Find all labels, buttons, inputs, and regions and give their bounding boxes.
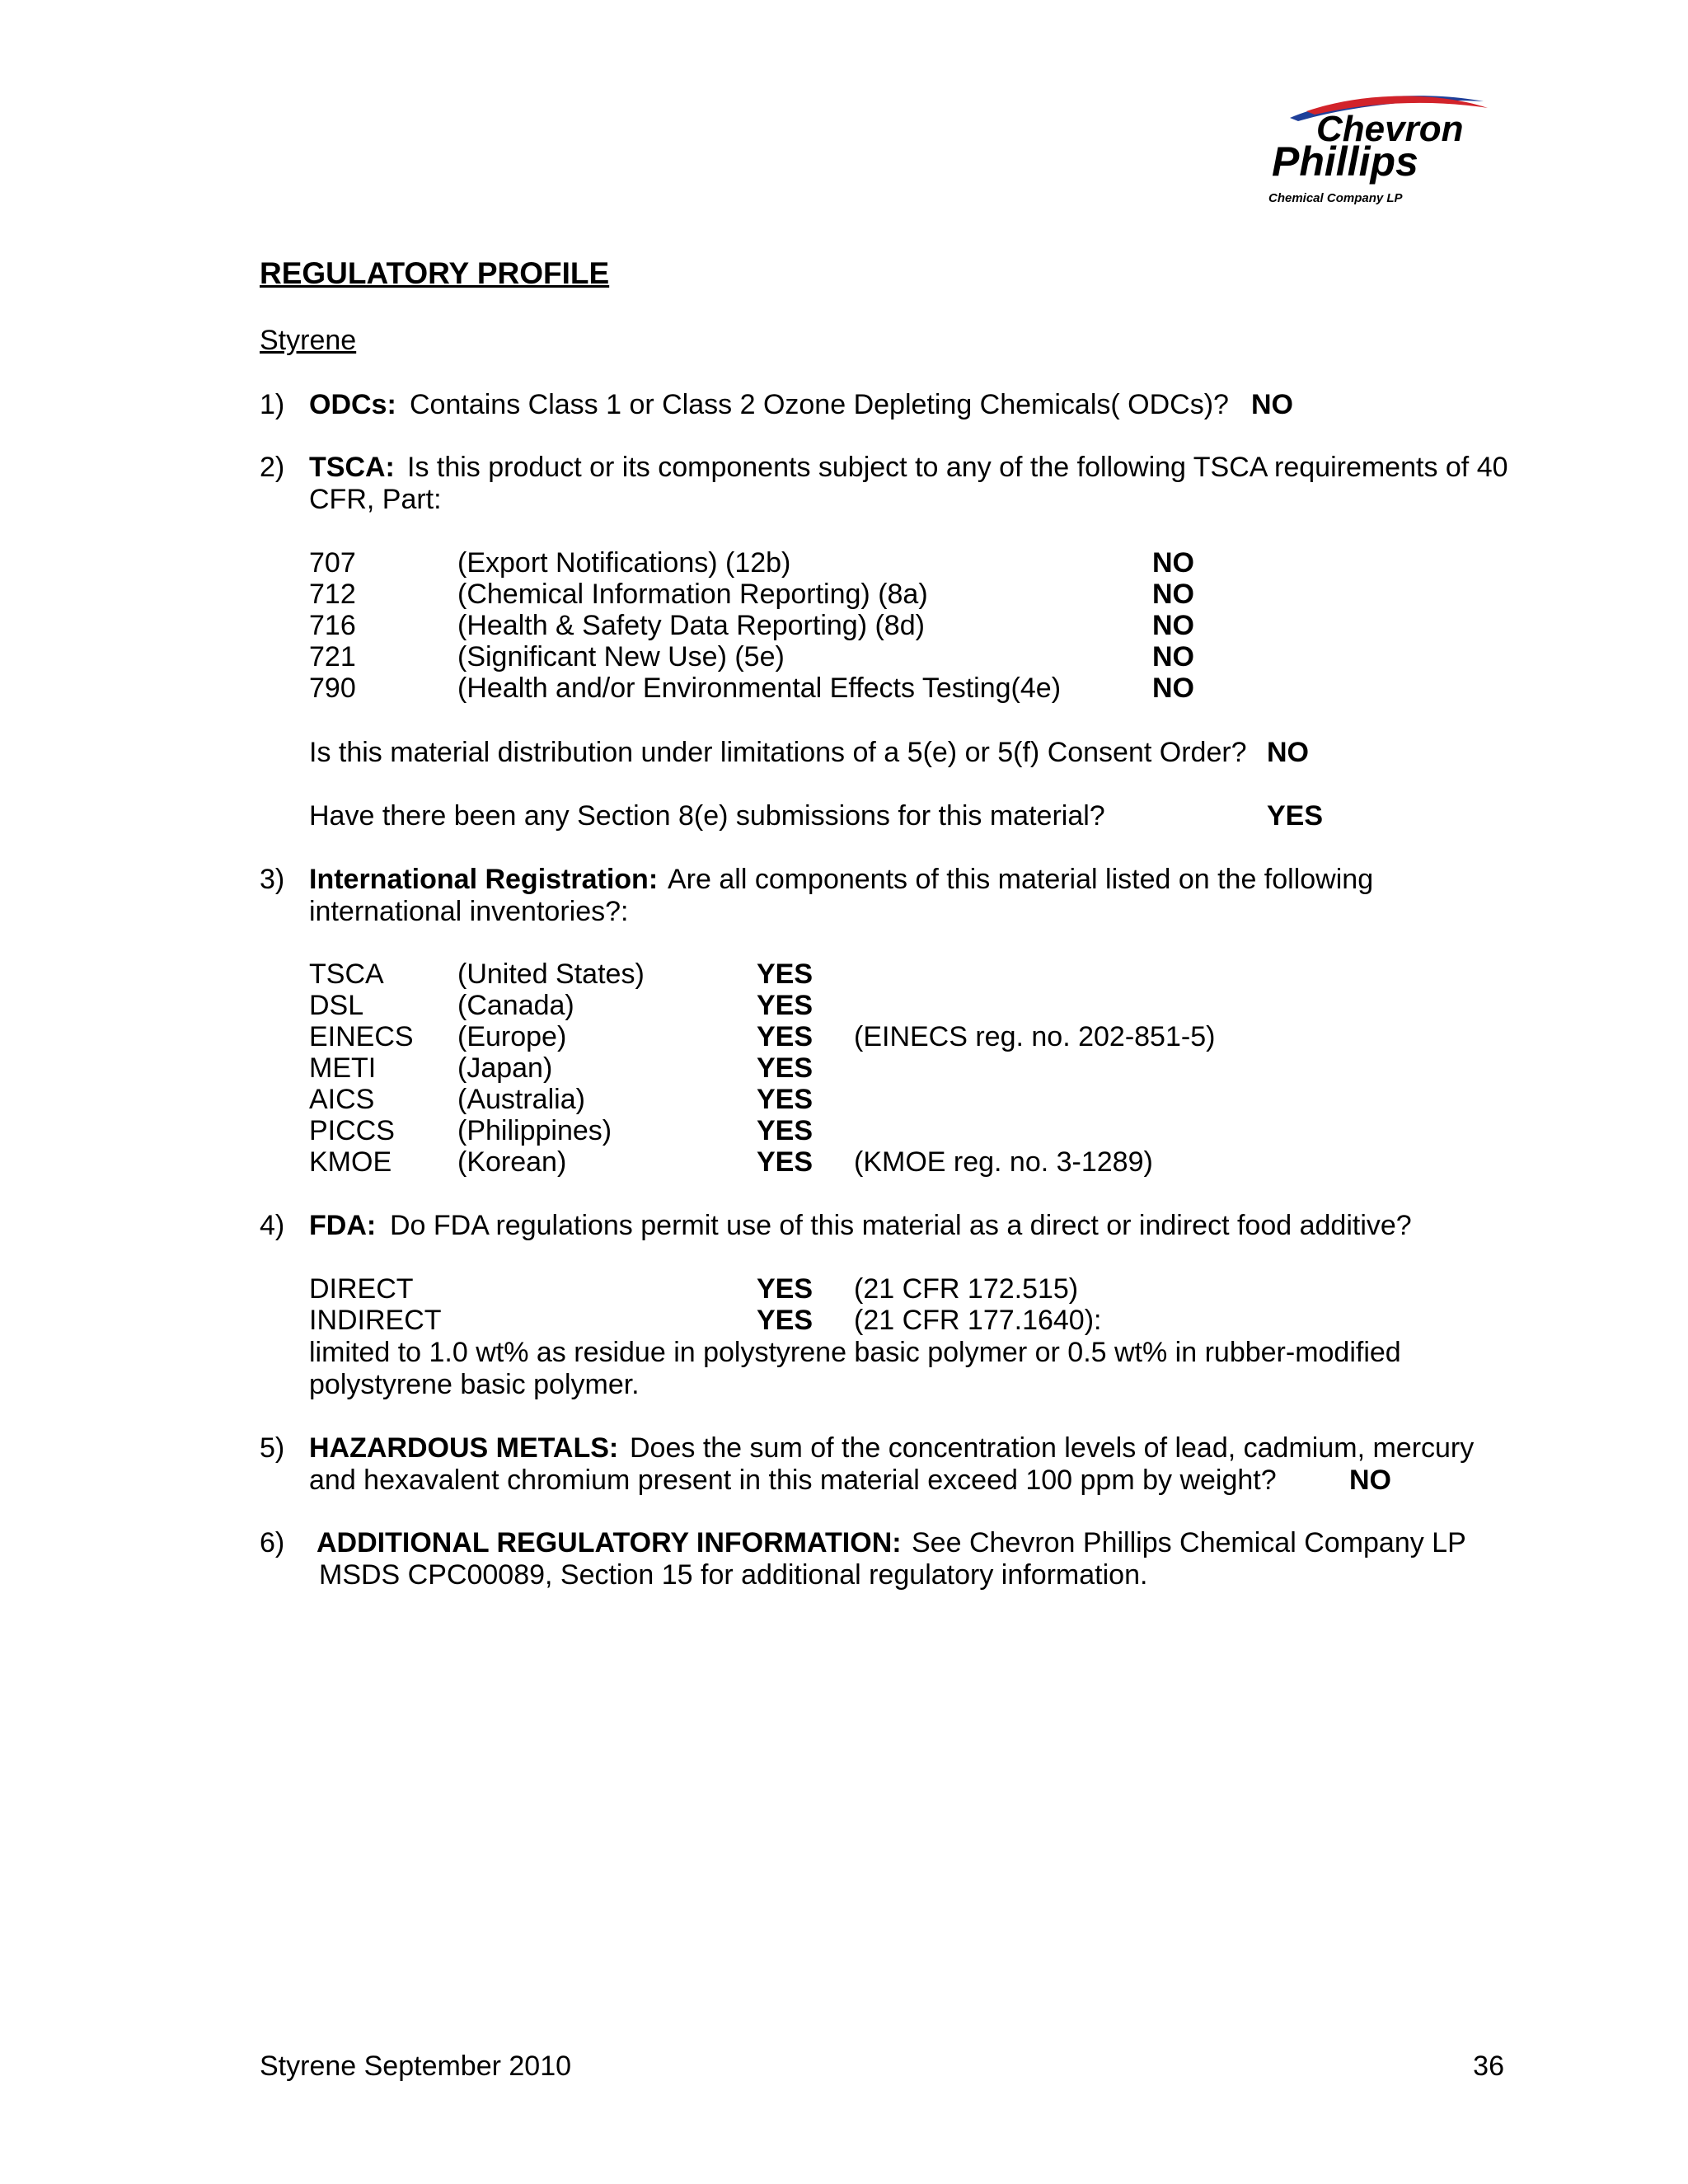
fda-limitation-note: limited to 1.0 wt% as residue in polystyrene basic polymer or 0.5 wt% in rubber-modified [309, 1337, 1401, 1368]
inventory-code: PICCS [309, 1115, 395, 1146]
section-5-text-cont: and hexavalent chromium present in this material exceed 100 ppm by weight? [309, 1465, 1277, 1496]
tsca-row-desc: (Chemical Information Reporting) (8a) [457, 579, 928, 610]
tsca-row-code: 716 [309, 610, 356, 641]
page-number: 36 [1473, 2050, 1504, 2082]
inventory-answer: YES [757, 1052, 814, 1084]
fda-label: INDIRECT [309, 1305, 442, 1336]
logo-text-company: Chemical Company LP [1268, 191, 1403, 205]
section-6-text-cont: MSDS CPC00089, Section 15 for additional regulatory information. [319, 1559, 1148, 1591]
section-6-text: See Chevron Phillips Chemical Company LP [912, 1527, 1466, 1558]
section-8e-question: Have there been any Section 8(e) submissions for this material? [309, 800, 1105, 832]
section-1-number: 1) [260, 389, 285, 420]
tsca-row-desc: (Health and/or Environmental Effects Testing(4e) [457, 673, 1062, 704]
section-5-text: Does the sum of the concentration levels of lead, cadmium, mercury [630, 1432, 1475, 1464]
section-2-heading: TSCA: [309, 452, 395, 483]
tsca-row-code: 712 [309, 579, 356, 610]
fda-answer: YES [757, 1305, 814, 1336]
section-3-text: Are all components of this material listed on the following [668, 864, 1374, 895]
consent-order-question: Is this material distribution under limitations of a 5(e) or 5(f) Consent Order? [309, 737, 1247, 768]
inventory-region: (Korean) [457, 1146, 567, 1178]
section-3-number: 3) [260, 864, 285, 895]
section-6-number: 6) [260, 1527, 285, 1558]
tsca-row-answer: NO [1152, 579, 1194, 610]
section-4-number: 4) [260, 1210, 285, 1241]
tsca-row-code: 790 [309, 673, 356, 704]
section-2-text: Is this product or its components subject to any of the following TSCA requirements of 40 [407, 452, 1508, 483]
tsca-row-answer: NO [1152, 641, 1194, 673]
tsca-row-code: 721 [309, 641, 356, 673]
tsca-row-answer: NO [1152, 610, 1194, 641]
fda-limitation-note-cont: polystyrene basic polymer. [309, 1369, 640, 1400]
section-4-text: Do FDA regulations permit use of this material as a direct or indirect food additive? [390, 1210, 1412, 1241]
tsca-row-answer: NO [1152, 547, 1194, 579]
consent-order-answer: NO [1267, 737, 1309, 768]
logo-text-phillips: Phillips [1272, 138, 1418, 185]
inventory-region: (Europe) [457, 1021, 567, 1052]
inventory-code: AICS [309, 1084, 375, 1115]
inventory-region: (Philippines) [457, 1115, 612, 1146]
inventory-region: (United States) [457, 958, 645, 990]
inventory-code: KMOE [309, 1146, 392, 1178]
section-5-number: 5) [260, 1432, 285, 1464]
fda-note: (21 CFR 172.515) [854, 1273, 1079, 1305]
section-1-answer: NO [1251, 389, 1293, 420]
product-name: Styrene [260, 325, 357, 356]
tsca-row-answer: NO [1152, 673, 1194, 704]
inventory-answer: YES [757, 1021, 814, 1052]
footer-text: Styrene September 2010 [260, 2050, 572, 2082]
section-8e-answer: YES [1267, 800, 1324, 832]
tsca-row-code: 707 [309, 547, 356, 579]
tsca-row-desc: (Significant New Use) (5e) [457, 641, 785, 673]
section-3-heading: International Registration: [309, 864, 659, 895]
page-title: REGULATORY PROFILE [260, 256, 610, 290]
fda-note: (21 CFR 177.1640): [854, 1305, 1102, 1336]
section-3-text-cont: international inventories?: [309, 896, 629, 927]
company-logo [1265, 87, 1512, 210]
inventory-code: TSCA [309, 958, 384, 990]
inventory-answer: YES [757, 1146, 814, 1178]
inventory-code: METI [309, 1052, 377, 1084]
fda-answer: YES [757, 1273, 814, 1305]
inventory-answer: YES [757, 958, 814, 990]
section-1-text: Contains Class 1 or Class 2 Ozone Depleting Chemicals( ODCs)? [410, 389, 1229, 420]
inventory-region: (Canada) [457, 990, 574, 1021]
logo-text-chevron: Chevron [1316, 109, 1464, 149]
inventory-answer: YES [757, 1084, 814, 1115]
tsca-row-desc: (Export Notifications) (12b) [457, 547, 791, 579]
section-2-text-cont: CFR, Part: [309, 484, 442, 515]
inventory-answer: YES [757, 990, 814, 1021]
section-2-number: 2) [260, 452, 285, 483]
section-6-heading: ADDITIONAL REGULATORY INFORMATION: [316, 1527, 902, 1558]
inventory-code: DSL [309, 990, 364, 1021]
fda-label: DIRECT [309, 1273, 414, 1305]
section-5-heading: HAZARDOUS METALS: [309, 1432, 619, 1464]
section-5-answer: NO [1349, 1465, 1391, 1496]
section-4-heading: FDA: [309, 1210, 377, 1241]
inventory-region: (Japan) [457, 1052, 553, 1084]
tsca-row-desc: (Health & Safety Data Reporting) (8d) [457, 610, 925, 641]
inventory-answer: YES [757, 1115, 814, 1146]
inventory-note: (EINECS reg. no. 202-851-5) [854, 1021, 1216, 1052]
section-1-heading: ODCs: [309, 389, 396, 420]
inventory-note: (KMOE reg. no. 3-1289) [854, 1146, 1153, 1178]
inventory-code: EINECS [309, 1021, 414, 1052]
inventory-region: (Australia) [457, 1084, 585, 1115]
